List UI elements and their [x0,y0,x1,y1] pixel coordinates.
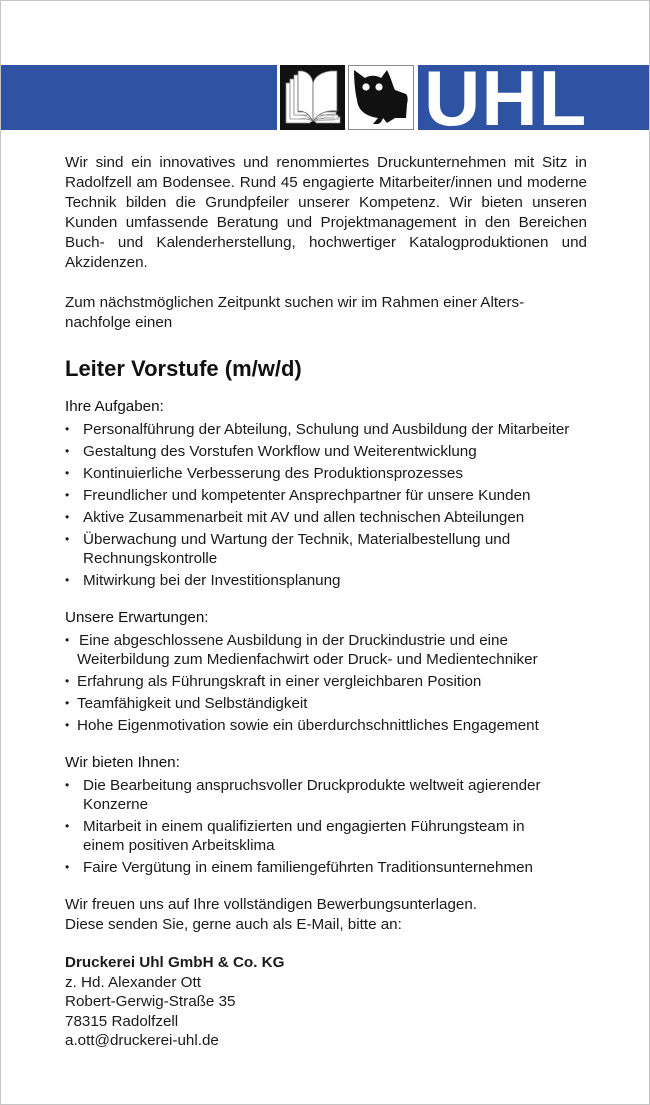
bullet-icon: • [65,696,70,710]
bullet-icon: • [65,466,70,480]
list-item: • Teamfähigkeit und Selbständigkeit [65,695,308,712]
section-heading: Ihre Aufgaben: [65,398,164,415]
bullet-icon: • [65,674,70,688]
brand-wordmark: UHL [424,54,588,142]
bullet-icon: • [65,422,70,436]
list-item: • Freundlicher und kompetenter Ansprechpartner für unsere Kunden [65,487,531,504]
email-link[interactable]: a.ott@druckerei-uhl.de [65,1032,219,1049]
list-item: • Erfahrung als Führungskraft in einer vergleichbaren Position [65,673,482,690]
list-item: • Hohe Eigenmotivation sowie ein überdurchschnittliches Engagement [65,717,539,734]
bullet-icon: • [65,860,70,874]
bullet-icon: • [65,718,70,732]
task-list [65,420,587,590]
section-tasks [65,397,587,590]
list-item: • Faire Vergütung in einem familiengeführten Traditionsunternehmen [65,859,533,876]
bullet-icon: • [65,778,70,792]
banner-bar-left [1,65,277,130]
bullet-icon: • [65,573,70,587]
list-item: • Mitarbeit in einem qualifizierten und engagierten Führungsteam in einem positiven Arbeitsklima [65,818,525,854]
job-ad-content [65,153,587,1051]
logo-banner [1,54,649,142]
list-item: • Eine abgeschlossene Ausbildung in der Druckindustrie und eine Weiterbildung zum Medienfachwirt oder Druck- und Medientechniker [65,632,538,668]
section-requirements [65,608,587,735]
bullet-icon: • [65,633,70,647]
list-item: • Überwachung und Wartung der Technik, Materialbestellung und Rechnungskontrolle [65,531,511,567]
city-address: 78315 Radolfzell [65,1012,179,1030]
section-heading: Wir bieten Ihnen: [65,754,180,771]
contact-person: z. Hd. Alexander Ott [65,973,201,991]
bullet-icon: • [65,510,70,524]
bullet-icon: • [65,444,70,458]
bullet-icon: • [65,488,70,502]
banner-bar-right [418,54,649,142]
company-name: Druckerei Uhl GmbH & Co. KG [65,954,285,971]
requirements-list [65,631,587,735]
list-item: • Mitwirkung bei der Investitionsplanung [65,572,341,589]
bullet-icon: • [65,819,70,833]
intro-paragraph-2: Zum nächstmöglichen Zeitpunkt suchen wir im Rahmen einer Altersnachfolge einen [65,294,525,331]
section-heading: Unsere Erwartungen: [65,609,209,626]
bullet-icon: • [65,532,70,546]
benefits-list [65,776,587,877]
list-item: • Gestaltung des Vorstufen Workflow und Weiterentwicklung [65,443,477,460]
section-benefits [65,753,587,877]
list-item: • Aktive Zusammenarbeit mit AV und allen technischen Abteilungen [65,509,525,526]
job-title: Leiter Vorstufe (m/w/d) [65,356,302,381]
street-address: Robert-Gerwig-Straße 35 [65,993,236,1010]
list-item: • Kontinuierliche Verbesserung des Produktionsprozesses [65,465,463,482]
intro-paragraph: Wir sind ein innovatives und renommiertes Druckunternehmen mit Sitz in Radolfzell am Bodensee. Rund 45 engagierte Mitarbeiter/innen und moderne Technik bilden die Grundpfeiler unserer Kompetenz. Wir bieten unseren Kunden umfassende Beratung und Projektmanagement in den Bereichen Buch- und Kalenderherstellung, hochwertiger Katalogproduktionen und Akzidenzen. [65,154,587,271]
contact-block [65,953,587,1051]
list-item: • Personalführung der Abteilung, Schulung und Ausbildung der Mitarbeiter [65,421,570,438]
owl-icon [348,65,414,130]
closing-text [65,895,587,935]
list-item: • Die Bearbeitung anspruchsvoller Druckprodukte weltweit agierender Konzerne [65,777,541,813]
closing-line: Diese senden Sie, gerne auch als E-Mail, bitte an: [65,916,402,933]
closing-line: Wir freuen uns auf Ihre vollständigen Bewerbungsunterlagen. [65,896,477,913]
open-book-icon [280,65,345,130]
